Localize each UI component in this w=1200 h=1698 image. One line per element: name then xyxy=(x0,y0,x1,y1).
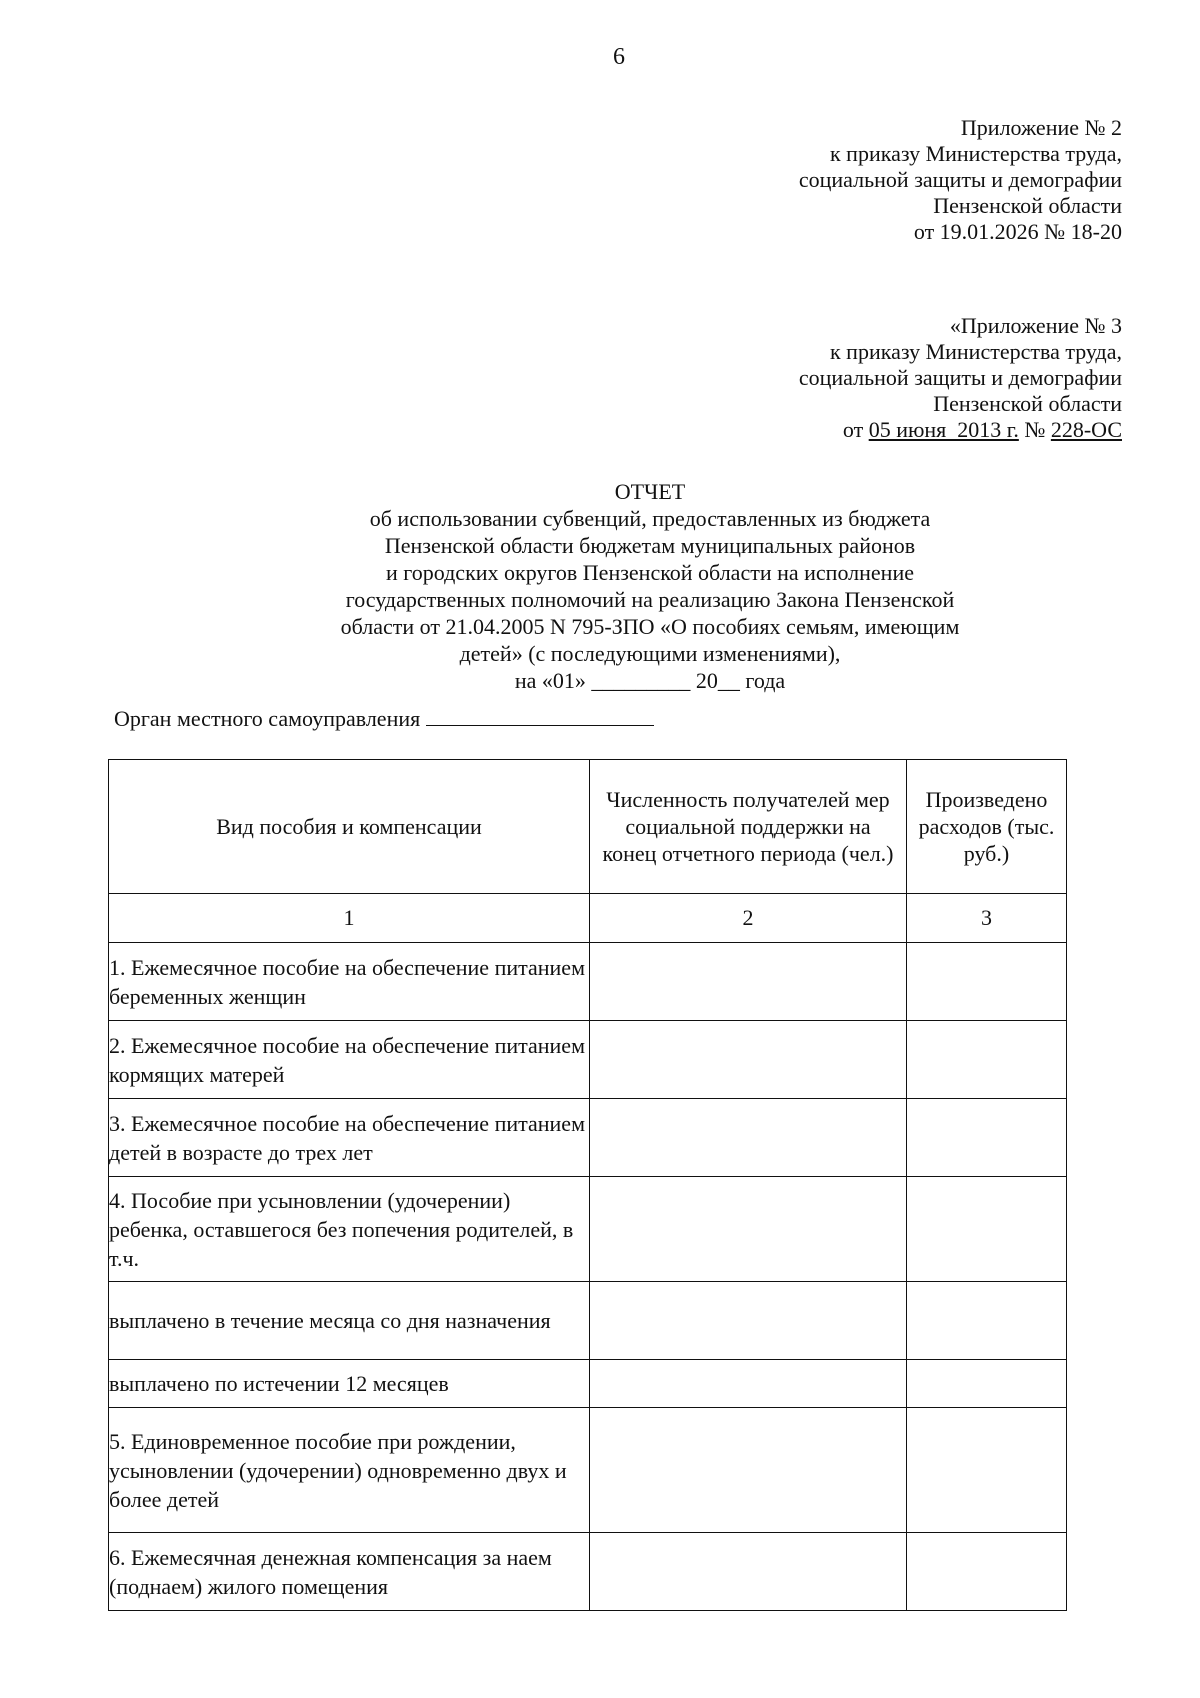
row-label: 1. Ежемесячное пособие на обеспечение питанием беременных женщин xyxy=(109,943,590,1021)
expenses-cell[interactable] xyxy=(907,943,1067,1021)
column-number: 2 xyxy=(590,894,907,943)
table-row xyxy=(109,1177,1067,1282)
row-label: 4. Пособие при усыновлении (удочерении) ребенка, оставшегося без попечения родителей, в т.ч. xyxy=(109,1177,590,1282)
header-recipients: Численность получателей мер социальной поддержки на конец отчетного периода (чел.) xyxy=(590,760,907,894)
order-date: 05 июня 2013 г. xyxy=(868,417,1019,442)
row-label: 6. Ежемесячная денежная компенсация за наем (поднаем) жилого помещения xyxy=(109,1533,590,1611)
appendix-3-line: социальной защиты и демографии xyxy=(798,365,1122,390)
expenses-cell[interactable] xyxy=(907,1021,1067,1099)
org-label: Орган местного самоуправления xyxy=(114,706,421,731)
row-label: 5. Единовременное пособие при рождении, усыновлении (удочерении) одновременно двух и более детей xyxy=(109,1408,590,1533)
report-table xyxy=(108,759,1067,1611)
table-row xyxy=(109,943,1067,1021)
appendix-2-line: от 19.01.2026 № 18-20 xyxy=(913,219,1122,244)
report-title-block xyxy=(300,478,1000,694)
header-expenses: Произведено расходов (тыс. руб.) xyxy=(907,760,1067,894)
appendix-2-line: Приложение № 2 xyxy=(960,115,1122,140)
table-row xyxy=(109,1282,1067,1360)
recipients-cell[interactable] xyxy=(590,1408,907,1533)
recipients-cell[interactable] xyxy=(590,1533,907,1611)
table-row xyxy=(109,1099,1067,1177)
table-row xyxy=(109,1408,1067,1533)
report-title-line: и городских округов Пензенской области на исполнение xyxy=(386,560,914,585)
org-line xyxy=(114,705,654,733)
report-title-line: области от 21.04.2005 N 795-ЗПО «О пособиях семьям, имеющим xyxy=(340,614,960,639)
appendix-2-line: к приказу Министерства труда, xyxy=(829,141,1122,166)
appendix-2-line: Пензенской области xyxy=(933,193,1122,218)
expenses-cell[interactable] xyxy=(907,1177,1067,1282)
appendix-3-block xyxy=(0,313,1122,443)
expenses-cell[interactable] xyxy=(907,1099,1067,1177)
appendix-3-date-line xyxy=(0,417,1122,443)
report-title-line: об использовании субвенций, предоставленных из бюджета xyxy=(369,506,931,531)
appendix-3-line: «Приложение № 3 xyxy=(949,313,1122,338)
appendix-3-line: к приказу Министерства труда, xyxy=(829,339,1122,364)
recipients-cell[interactable] xyxy=(590,943,907,1021)
date-prefix: от xyxy=(842,417,869,442)
page-number: 6 xyxy=(613,44,625,70)
row-label: выплачено по истечении 12 месяцев xyxy=(109,1360,590,1408)
org-blank xyxy=(426,705,654,726)
report-title-line: государственных полномочий на реализацию Закона Пензенской xyxy=(345,587,955,612)
number-prefix: № xyxy=(1018,417,1051,442)
recipients-cell[interactable] xyxy=(590,1282,907,1360)
appendix-3-line: Пензенской области xyxy=(933,391,1122,416)
table-row xyxy=(109,1533,1067,1611)
column-number: 1 xyxy=(109,894,590,943)
recipients-cell[interactable] xyxy=(590,1099,907,1177)
recipients-cell[interactable] xyxy=(590,1360,907,1408)
column-number: 3 xyxy=(907,894,1067,943)
table-row xyxy=(109,1360,1067,1408)
report-date-line: на «01» _________ 20__ года xyxy=(514,668,786,693)
expenses-cell[interactable] xyxy=(907,1360,1067,1408)
expenses-cell[interactable] xyxy=(907,1408,1067,1533)
appendix-2-line: социальной защиты и демографии xyxy=(798,167,1122,192)
header-benefit-type: Вид пособия и компенсации xyxy=(109,760,590,894)
recipients-cell[interactable] xyxy=(590,1021,907,1099)
expenses-cell[interactable] xyxy=(907,1533,1067,1611)
order-number: 228-ОС xyxy=(1050,417,1122,442)
row-label: 3. Ежемесячное пособие на обеспечение питанием детей в возрасте до трех лет xyxy=(109,1099,590,1177)
recipients-cell[interactable] xyxy=(590,1177,907,1282)
expenses-cell[interactable] xyxy=(907,1282,1067,1360)
row-label: выплачено в течение месяца со дня назначения xyxy=(109,1282,590,1360)
report-title-line: детей» (с последующими изменениями), xyxy=(459,641,841,666)
row-label: 2. Ежемесячное пособие на обеспечение питанием кормящих матерей xyxy=(109,1021,590,1099)
report-title-line: Пензенской области бюджетам муниципальных районов xyxy=(384,533,916,558)
table-row xyxy=(109,1021,1067,1099)
report-heading: ОТЧЕТ xyxy=(614,479,686,504)
appendix-2-block xyxy=(0,115,1122,245)
